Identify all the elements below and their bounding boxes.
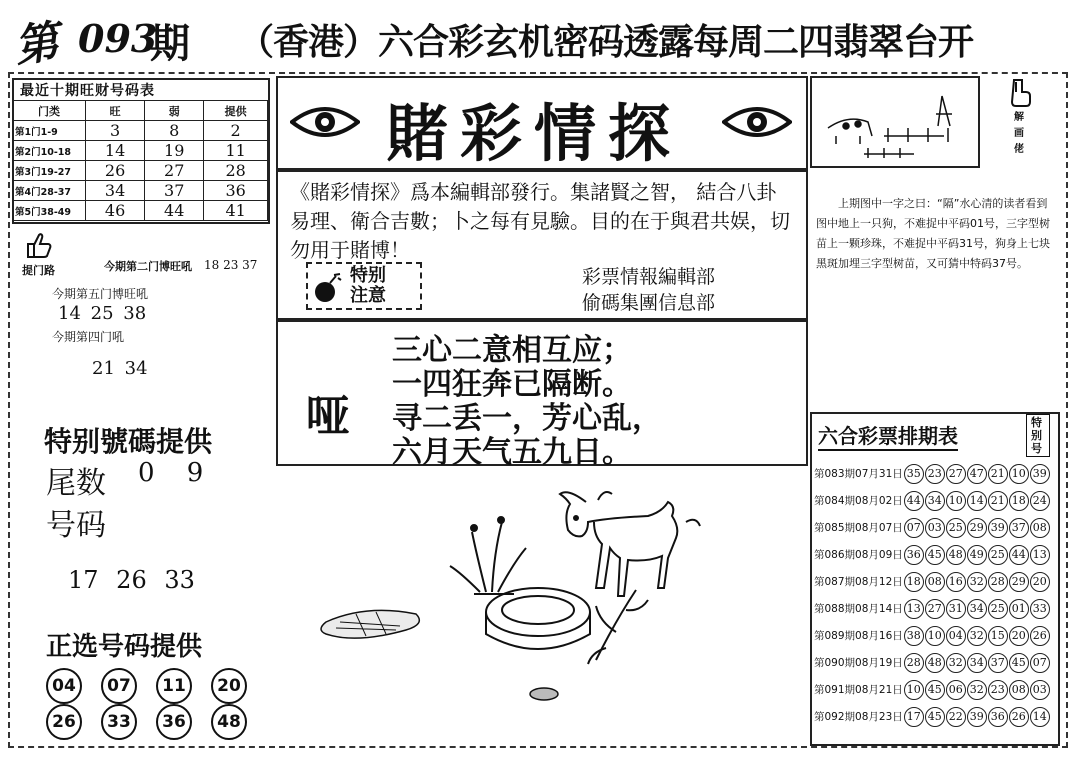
number-ball: 36: [904, 545, 924, 565]
column-header: 弱: [145, 101, 204, 121]
issue-date: 第088期08月14日: [814, 603, 903, 615]
bomb-icon: [312, 272, 342, 304]
special-ball: 03: [1030, 680, 1050, 700]
ball-group: [904, 460, 1051, 487]
number-ball: 45: [925, 545, 945, 565]
number-ball: 13: [904, 599, 924, 619]
schedule-table: [814, 460, 1051, 730]
number-ball: 23: [988, 680, 1008, 700]
number-ball: 35: [904, 464, 924, 484]
number-ball: 25: [946, 518, 966, 538]
special-title: 特别號碼提供: [44, 425, 213, 458]
select-row-2: [46, 704, 286, 740]
notice-line2: 注意: [350, 285, 386, 306]
table-row: [13, 141, 268, 161]
grass-drawing: [450, 517, 526, 594]
number-ball: 16: [946, 572, 966, 592]
issue-date: 第092期08月23日: [814, 711, 903, 723]
table-cell: 26: [86, 161, 145, 181]
number-ball: 10: [946, 491, 966, 511]
tips-line3: 今期第四门吼: [52, 330, 125, 344]
number-ball: 32: [967, 680, 987, 700]
poem-line: 寻二丢一，芳心乱，: [392, 401, 662, 436]
number-ball: 28: [904, 653, 924, 673]
ball-group: [904, 649, 1051, 676]
table-cell: 34: [86, 181, 145, 201]
number-ball: 20: [211, 668, 247, 704]
issue-date: 第091期08月21日: [814, 684, 903, 696]
special-ball: 24: [1030, 491, 1050, 511]
tail-label: 尾数: [46, 466, 106, 501]
number-ball: 31: [946, 599, 966, 619]
select-row-1: [46, 668, 286, 704]
number-ball: 27: [946, 464, 966, 484]
number-ball: 04: [46, 668, 82, 704]
special-ball: 39: [1030, 464, 1050, 484]
number-ball: 01: [1009, 599, 1029, 619]
right-column: [810, 76, 1064, 744]
thumbs-up-icon: [24, 230, 54, 260]
poem-line: 三心二意相互应；: [392, 333, 632, 368]
number-ball: 28: [988, 572, 1008, 592]
number-ball: 34: [967, 599, 987, 619]
number-ball: 36: [988, 707, 1008, 727]
number-ball: 03: [925, 518, 945, 538]
code-label: 号码: [46, 508, 106, 543]
poem-line: 六月天气五九日。: [392, 435, 632, 470]
center-title: 賭彩情探: [386, 97, 683, 170]
row-label: 第4门28-37: [13, 181, 86, 201]
row-label: 第2门10-18: [13, 141, 86, 161]
column-header: 提供: [204, 101, 268, 121]
left-column: [12, 76, 270, 744]
number-ball: 18: [904, 572, 924, 592]
issue-date: 第086期08月09日: [814, 549, 903, 561]
table-row: [814, 568, 1051, 595]
table-row: [13, 181, 268, 201]
special-ball: 33: [1030, 599, 1050, 619]
sapling-drawing: [588, 590, 648, 664]
center-column: [276, 76, 808, 744]
issue-number: 093: [78, 16, 158, 61]
basin-drawing: [486, 588, 590, 649]
number-ball: 07: [904, 518, 924, 538]
column-header: 旺: [86, 101, 145, 121]
table-cell: 19: [145, 141, 204, 161]
special-ball: 26: [1030, 626, 1050, 646]
table-cell: 28: [204, 161, 268, 181]
number-ball: 25: [988, 599, 1008, 619]
number-ball: 29: [1009, 572, 1029, 592]
tips-line2: 今期第五门博旺吼: [52, 287, 149, 301]
ball-group: [904, 595, 1051, 622]
special-ball: 14: [1030, 707, 1050, 727]
notice-line1: 特别: [350, 265, 386, 286]
tips-line3-numbers: 21 34: [92, 358, 148, 379]
number-ball: 17: [904, 707, 924, 727]
issue-prefix: 第: [11, 16, 62, 73]
number-ball: 21: [988, 464, 1008, 484]
issue-date: 第087期08月12日: [814, 576, 903, 588]
table-header-row: [13, 101, 268, 121]
ball-group: [904, 487, 1051, 514]
table-cell: 2: [204, 121, 268, 141]
ball-group: [904, 568, 1051, 595]
ball-group: [904, 541, 1051, 568]
number-ball: 47: [967, 464, 987, 484]
table-cell: 37: [145, 181, 204, 201]
number-ball: 37: [988, 653, 1008, 673]
issue-date: 第085期08月07日: [814, 522, 903, 534]
riddle-illustration: [296, 472, 796, 740]
table-row: [13, 161, 268, 181]
stone-drawing: [530, 688, 558, 700]
ball-group: [904, 703, 1051, 730]
table-cell: 8: [145, 121, 204, 141]
table-row: [814, 541, 1051, 568]
table-cell: 41: [204, 201, 268, 221]
number-ball: 38: [904, 626, 924, 646]
table-cell: 11: [204, 141, 268, 161]
ball-group: [904, 622, 1051, 649]
number-ball: 15: [988, 626, 1008, 646]
table-cell: 36: [204, 181, 268, 201]
special-ball: 13: [1030, 545, 1050, 565]
number-ball: 10: [904, 680, 924, 700]
recent-table: [12, 100, 268, 221]
number-ball: 18: [1009, 491, 1029, 511]
explanation-text: 上期图中一字之曰：“隔”水心清的读者看到图中地上一只狗，不难捉中平码01号，三字型树苗上一颗珍珠，不难捉中平码31号，狗身上七块黑斑加埋三字型树苗，又可猜中特码37号。: [816, 197, 1050, 270]
tips-line1-numbers: 18 23 37: [204, 258, 258, 272]
issue-date: 第084期08月02日: [814, 495, 903, 507]
number-ball: 33: [101, 704, 137, 740]
table-cell: 3: [86, 121, 145, 141]
number-ball: 23: [925, 464, 945, 484]
row-label: 第3门19-27: [13, 161, 86, 181]
number-ball: 37: [1009, 518, 1029, 538]
row-label: 第5门38-49: [13, 201, 86, 221]
recent-table-title: 最近十期旺财号码表: [20, 83, 155, 99]
number-ball: 27: [925, 599, 945, 619]
table-row: [814, 595, 1051, 622]
eye-icon: [290, 102, 360, 142]
riddle-label: 哑: [306, 391, 350, 442]
table-row: [814, 703, 1051, 730]
column-header: 门类: [13, 101, 86, 121]
number-ball: 14: [967, 491, 987, 511]
table-row: [814, 649, 1051, 676]
number-ball: 45: [1009, 653, 1029, 673]
table-row: [13, 121, 268, 141]
number-ball: 34: [925, 491, 945, 511]
issue-date: 第090期08月19日: [814, 657, 903, 669]
number-ball: 49: [967, 545, 987, 565]
number-ball: 11: [156, 668, 192, 704]
dept-line2: 偷碼集團信息部: [582, 292, 716, 314]
last-issue-illustration: [824, 88, 968, 164]
number-ball: 44: [1009, 545, 1029, 565]
select-title: 正选号码提供: [46, 632, 203, 662]
table-cell: 14: [86, 141, 145, 161]
number-ball: 44: [904, 491, 924, 511]
page-header: [0, 0, 1080, 73]
pointing-hand-icon: [1006, 78, 1032, 108]
number-ball: 32: [967, 626, 987, 646]
tips-label: 提门路: [22, 264, 55, 277]
number-ball: 29: [967, 518, 987, 538]
number-ball: 04: [946, 626, 966, 646]
schedule-title: 六合彩票排期表: [818, 420, 958, 451]
number-ball: 39: [967, 707, 987, 727]
number-ball: 25: [988, 545, 1008, 565]
table-row: [814, 460, 1051, 487]
code-value: 17 26 33: [68, 566, 195, 594]
page-title: （香港）六合彩玄机密码透露每周二四翡翠台开: [238, 21, 974, 63]
special-ball: 07: [1030, 653, 1050, 673]
table-row: [814, 487, 1051, 514]
ball-group: [904, 676, 1051, 703]
number-ball: 08: [1009, 680, 1029, 700]
table-cell: 27: [145, 161, 204, 181]
mat-drawing: [321, 610, 419, 638]
number-ball: 45: [925, 680, 945, 700]
number-ball: 39: [988, 518, 1008, 538]
number-ball: 10: [1009, 464, 1029, 484]
table-row: [814, 676, 1051, 703]
issue-date: 第089期08月16日: [814, 630, 903, 642]
number-ball: 45: [925, 707, 945, 727]
dog-drawing: [560, 492, 700, 596]
special-ball: 20: [1030, 572, 1050, 592]
eye-icon: [722, 102, 792, 142]
number-ball: 06: [946, 680, 966, 700]
special-ball: 08: [1030, 518, 1050, 538]
number-ball: 08: [925, 572, 945, 592]
number-ball: 34: [967, 653, 987, 673]
number-ball: 48: [946, 545, 966, 565]
table-cell: 44: [145, 201, 204, 221]
table-row: [814, 514, 1051, 541]
issue-date: 第083期07月31日: [814, 468, 903, 480]
tips-line2-numbers: 14 25 38: [58, 303, 147, 324]
ball-group: [904, 514, 1051, 541]
table-row: [13, 201, 268, 221]
tail-value: 0 9: [138, 458, 204, 488]
intro-text: 《賭彩情探》爲本編輯部發行。集諸賢之智， 結合八卦易理、衛合吉數；卜之每有見驗。目的在于與君共娱，切勿用于賭博！: [290, 180, 790, 262]
number-ball: 26: [46, 704, 82, 740]
row-label: 第1门1-9: [13, 121, 86, 141]
issue-suffix: 期: [150, 20, 190, 67]
number-ball: 36: [156, 704, 192, 740]
number-ball: 26: [1009, 707, 1029, 727]
riddle-poem: [392, 334, 662, 470]
side-label: 解画佬: [1014, 112, 1024, 155]
number-ball: 20: [1009, 626, 1029, 646]
number-ball: 32: [967, 572, 987, 592]
number-ball: 21: [988, 491, 1008, 511]
notice-badge: [306, 262, 422, 310]
poem-line: 一四狂奔已隔断。: [392, 367, 632, 402]
number-ball: 48: [211, 704, 247, 740]
special-number-label: 特别号: [1026, 414, 1050, 457]
number-ball: 07: [101, 668, 137, 704]
tips-line1: 今期第二门博旺吼: [104, 260, 192, 273]
table-cell: 46: [86, 201, 145, 221]
dept-line1: 彩票情報編輯部: [582, 266, 716, 288]
number-ball: 32: [946, 653, 966, 673]
table-row: [814, 622, 1051, 649]
number-ball: 48: [925, 653, 945, 673]
number-ball: 10: [925, 626, 945, 646]
number-ball: 22: [946, 707, 966, 727]
